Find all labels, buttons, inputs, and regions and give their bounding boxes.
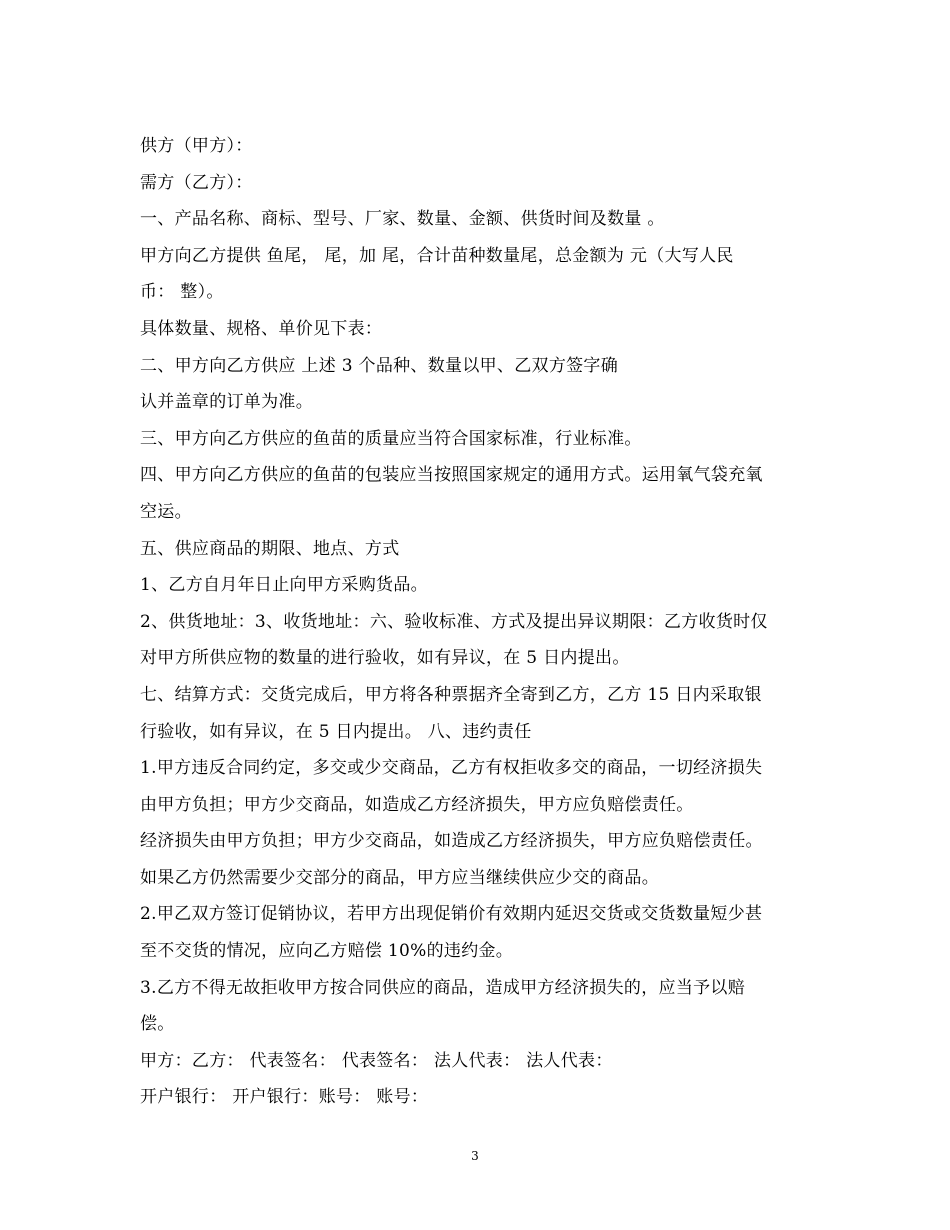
text-line: 如果乙方仍然需要少交部分的商品，甲方应当继续供应少交的商品。 — [140, 867, 659, 888]
text-line: 2、供货地址：3、收货地址：六、验收标准、方式及提出异议期限：乙方收货时仅 — [140, 611, 768, 632]
text-line: 1.甲方违反合同约定，多交或少交商品，乙方有权拒收多交的商品，一切经济损失 — [140, 758, 763, 779]
text-line: 经济损失由甲方负担；甲方少交商品，如造成乙方经济损失，甲方应负赔偿责任。 — [140, 831, 763, 852]
text-line: 五、供应商品的期限、地点、方式 — [140, 538, 400, 559]
text-line: 四、甲方向乙方供应的鱼苗的包装应当按照国家规定的通用方式。运用氧气袋充氧 — [140, 465, 763, 486]
text-line: 甲方向乙方提供 鱼尾， 尾，加 尾，合计苗种数量尾，总金额为 元（大写人民 — [140, 245, 734, 266]
text-line: 对甲方所供应物的数量的进行验收，如有异议，在 5 日内提出。 — [140, 648, 630, 669]
text-line: 供方（甲方）： — [140, 136, 253, 156]
text-line: 偿。 — [140, 1014, 175, 1035]
document-body — [140, 128, 820, 1116]
page-number: 3 — [471, 1149, 479, 1163]
text-line: 行验收，如有异议，在 5 日内提出。 八、违约责任 — [140, 721, 532, 742]
text-line: 甲方：乙方： 代表签名： 代表签名： 法人代表： 法人代表： — [140, 1050, 613, 1071]
text-line: 二、甲方向乙方供应 上述 3 个品种、数量以甲、乙双方签字确 — [140, 355, 619, 376]
text-line: 具体数量、规格、单价见下表： — [140, 318, 383, 339]
text-line: 认并盖章的订单为准。 — [140, 392, 313, 413]
text-line: 3.乙方不得无故拒收甲方按合同供应的商品，造成甲方经济损失的，应当予以赔 — [140, 977, 746, 998]
text-line: 需方（乙方）： — [140, 172, 253, 193]
text-line: 七、结算方式：交货完成后，甲方将各种票据齐全寄到乙方，乙方 15 日内采取银 — [140, 684, 762, 705]
text-line: 开户银行： 开户银行：账号： 账号： — [140, 1087, 429, 1108]
text-line: 币： 整）。 — [140, 282, 224, 303]
text-line: 由甲方负担；甲方少交商品，如造成乙方经济损失，甲方应负赔偿责任。 — [140, 794, 694, 815]
text-line: 三、甲方向乙方供应的鱼苗的质量应当符合国家标准，行业标准。 — [140, 428, 642, 449]
text-line: 空运。 — [140, 501, 192, 522]
text-line: 至不交货的情况，应向乙方赔偿 10%的违约金。 — [140, 941, 514, 962]
text-line: 2.甲乙双方签订促销协议，若甲方出现促销价有效期内延迟交货或交货数量短少甚 — [140, 904, 763, 925]
text-line: 一、产品名称、商标、型号、厂家、数量、金额、供货时间及数量 。 — [140, 209, 665, 230]
text-line: 1、乙方自月年日止向甲方采购货品。 — [140, 575, 428, 596]
